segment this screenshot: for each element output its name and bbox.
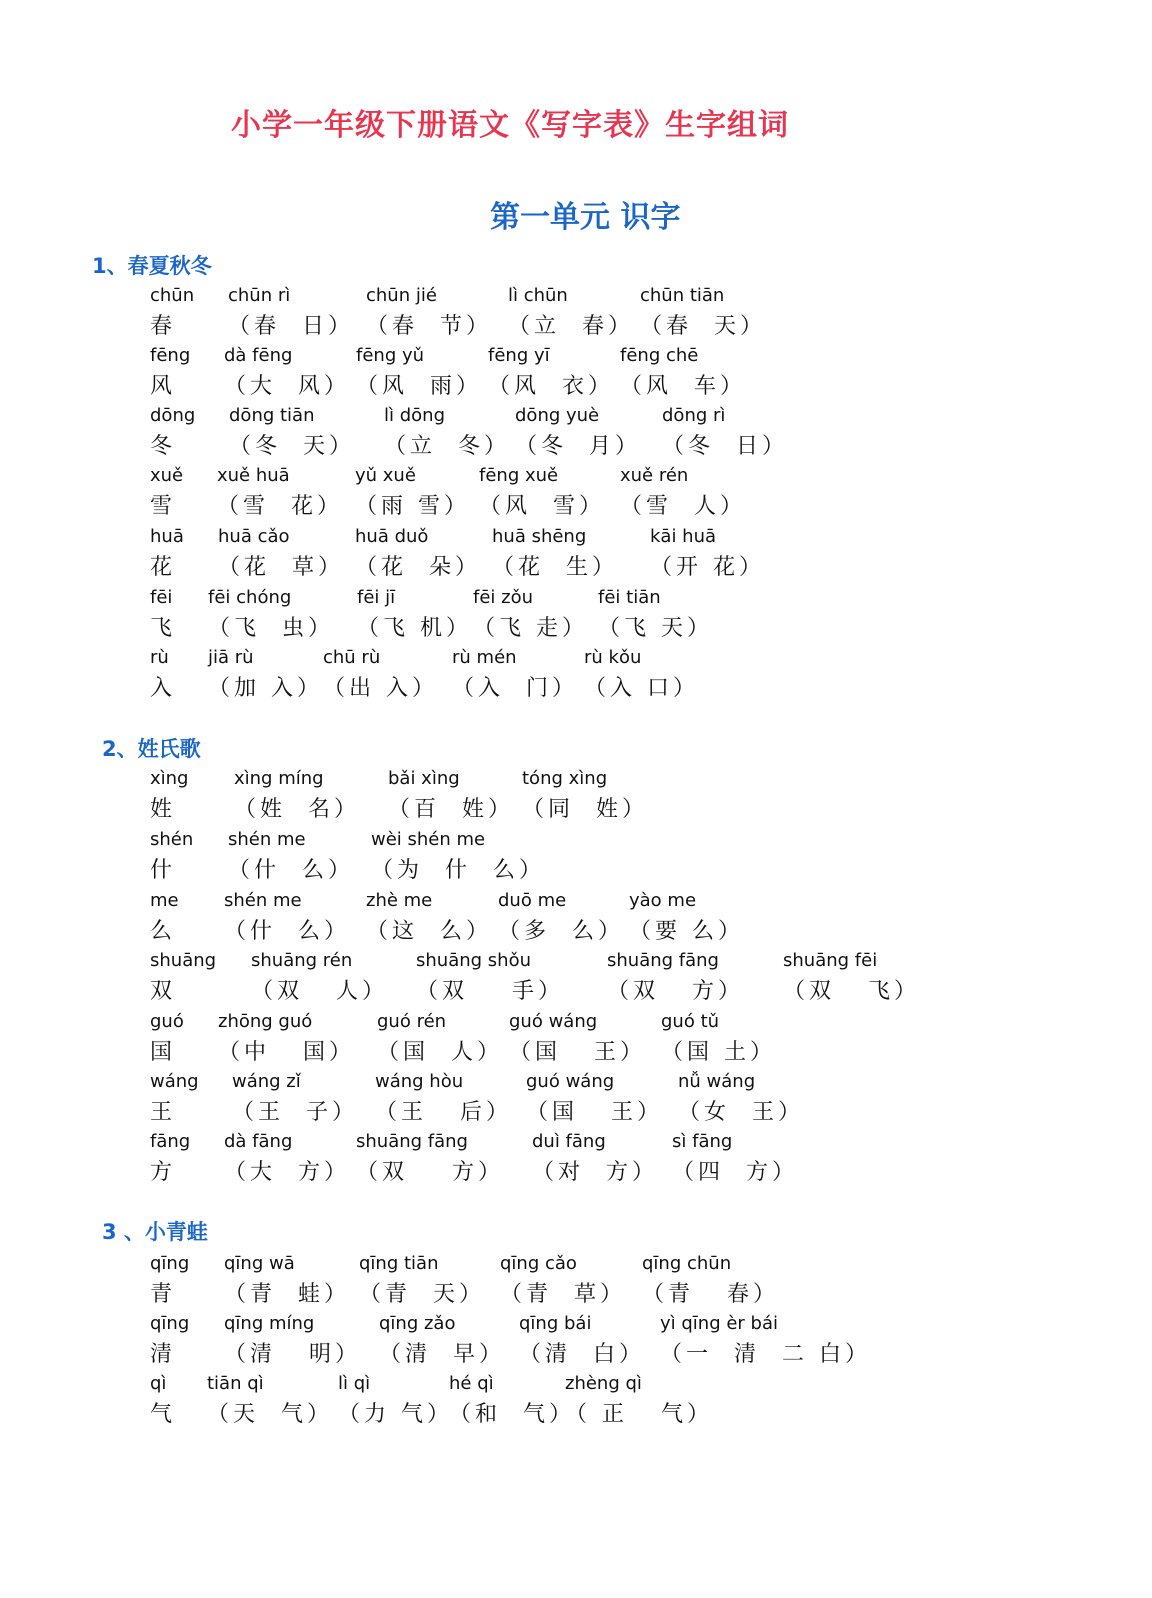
hanzi: （王 子） (232, 1100, 358, 1125)
pinyin: sì fāng (672, 1131, 733, 1152)
pinyin: wáng (150, 1071, 199, 1092)
pinyin: guó rén (377, 1011, 447, 1032)
hanzi: （双 手） (416, 979, 564, 1004)
pinyin: fēng (150, 345, 191, 366)
hanzi: （大 风） (224, 374, 350, 399)
pinyin: rù mén (452, 647, 517, 668)
pinyin: chūn jié (366, 285, 437, 306)
hanzi: 方 (150, 1160, 177, 1185)
pinyin: guó wáng (526, 1071, 615, 1092)
pinyin: chūn (150, 285, 195, 306)
hanzi: （国 人） (377, 1040, 503, 1065)
hanzi: （风 雨） (356, 374, 482, 399)
pinyin: xìng míng (234, 768, 324, 789)
pinyin: duì fāng (532, 1131, 606, 1152)
pinyin: fēi jī (357, 587, 396, 608)
lesson-heading: 2、姓氏歌 (102, 737, 201, 761)
document-title: 小学一年级下册语文《写字表》生字组词 (231, 108, 789, 143)
hanzi: （花 生） (492, 555, 618, 580)
hanzi: （飞 虫） (208, 616, 334, 641)
hanzi: 飞 (150, 616, 177, 641)
hanzi: （出 入） (323, 676, 438, 701)
hanzi: （青 蛙） (224, 1282, 350, 1307)
hanzi: 清 (150, 1342, 177, 1367)
pinyin: fēng yǔ (356, 345, 425, 366)
pinyin: qì (150, 1373, 167, 1394)
word-row (0, 1071, 1152, 1127)
pinyin: xìng (150, 768, 189, 789)
pinyin: qīng míng (224, 1313, 315, 1334)
pinyin: dōng yuè (515, 405, 600, 426)
pinyin: qīng (150, 1253, 190, 1274)
word-row (0, 890, 1152, 946)
hanzi: （四 方） (672, 1160, 798, 1185)
hanzi: （冬 天） (229, 434, 355, 459)
pinyin: lì qì (338, 1373, 371, 1394)
hanzi: （青 春） (642, 1282, 779, 1307)
hanzi: （大 方） (224, 1160, 350, 1185)
pinyin: me (150, 890, 179, 911)
pinyin: duō me (498, 890, 567, 911)
hanzi: （雨 雪） (355, 494, 470, 519)
pinyin: wèi shén me (371, 829, 486, 850)
pinyin: yǔ xuě (355, 465, 416, 486)
hanzi: 冬 (150, 434, 177, 459)
hanzi: （入 口） (584, 676, 699, 701)
pinyin: qīng bái (519, 1313, 592, 1334)
hanzi: （双 方） (356, 1160, 504, 1185)
pinyin: qīng zǎo (379, 1313, 456, 1334)
word-row (0, 587, 1152, 643)
hanzi: （国 王） (526, 1100, 663, 1125)
pinyin: wáng hòu (375, 1071, 464, 1092)
pinyin: dà fēng (224, 345, 293, 366)
hanzi: （雪 花） (217, 494, 343, 519)
pinyin: rù kǒu (584, 647, 642, 668)
pinyin: shuāng fēi (783, 950, 878, 971)
pinyin: tiān qì (207, 1373, 264, 1394)
hanzi: 青 (150, 1282, 177, 1307)
hanzi: 国 (150, 1040, 177, 1065)
hanzi: （女 王） (678, 1100, 804, 1125)
pinyin: kāi huā (650, 526, 717, 547)
pinyin: chūn tiān (640, 285, 725, 306)
word-row (0, 1011, 1152, 1067)
word-row (0, 345, 1152, 401)
pinyin: shuāng fāng (607, 950, 719, 971)
pinyin: huā duǒ (355, 526, 429, 547)
pinyin: dōng tiān (229, 405, 315, 426)
pinyin: huā shēng (492, 526, 587, 547)
pinyin: shén me (224, 890, 302, 911)
hanzi: （青 草） (500, 1282, 626, 1307)
hanzi: （双 人） (251, 979, 388, 1004)
hanzi: （同 姓） (522, 797, 648, 822)
word-row (0, 768, 1152, 824)
pinyin: xuě huā (217, 465, 290, 486)
pinyin: chūn rì (228, 285, 291, 306)
pinyin: fēi (150, 587, 173, 608)
hanzi: 雪 (150, 494, 177, 519)
word-row (0, 647, 1152, 703)
hanzi: （花 朵） (355, 555, 481, 580)
hanzi: （立 冬） (384, 434, 510, 459)
pinyin: fēi chóng (208, 587, 292, 608)
hanzi: （清 白） (519, 1342, 645, 1367)
pinyin: fēng xuě (479, 465, 559, 486)
pinyin: yào me (629, 890, 697, 911)
hanzi: （一 清 二 白） (660, 1342, 871, 1367)
hanzi: （为 什 么） (371, 858, 545, 883)
pinyin: bǎi xìng (388, 768, 460, 789)
hanzi: 双 (150, 979, 177, 1004)
pinyin: fēi zǒu (473, 587, 534, 608)
hanzi: （力 气） (338, 1402, 453, 1427)
word-row (0, 950, 1152, 1006)
hanzi: （春 天） (640, 314, 766, 339)
pinyin: lì dōng (384, 405, 445, 426)
word-row (0, 526, 1152, 582)
pinyin: qīng (150, 1313, 190, 1334)
hanzi: （入 门） (452, 676, 578, 701)
pinyin: nǚ wáng (678, 1071, 756, 1092)
pinyin: fēng yī (488, 345, 550, 366)
hanzi: （对 方） (532, 1160, 658, 1185)
pinyin: yì qīng èr bái (660, 1313, 779, 1334)
hanzi: （什 么） (228, 858, 354, 883)
hanzi: （要 么） (629, 919, 744, 944)
pinyin: fēng chē (620, 345, 699, 366)
hanzi: （清 早） (379, 1342, 505, 1367)
pinyin: wáng zǐ (232, 1071, 301, 1092)
pinyin: shuāng (150, 950, 217, 971)
hanzi: （清 明） (224, 1342, 361, 1367)
pinyin: qīng tiān (359, 1253, 439, 1274)
hanzi: （风 雪） (479, 494, 605, 519)
hanzi: （百 姓） (388, 797, 514, 822)
pinyin: chū rù (323, 647, 381, 668)
pinyin: shuāng rén (251, 950, 353, 971)
pinyin: guó (150, 1011, 184, 1032)
pinyin: shuāng fāng (356, 1131, 468, 1152)
word-row (0, 465, 1152, 521)
pinyin: xuě (150, 465, 184, 486)
pinyin: shén me (228, 829, 306, 850)
hanzi: （多 么） (498, 919, 624, 944)
pinyin: zhèng qì (565, 1373, 642, 1394)
hanzi: （飞 走） (473, 616, 588, 641)
hanzi: 气 (150, 1402, 177, 1427)
pinyin: xuě rén (620, 465, 689, 486)
word-row (0, 829, 1152, 885)
word-row (0, 1131, 1152, 1187)
hanzi: 春 (150, 314, 177, 339)
pinyin: lì chūn (508, 285, 568, 306)
hanzi: 风 (150, 374, 177, 399)
hanzi: 姓 (150, 797, 177, 822)
hanzi: 入 (150, 676, 177, 701)
hanzi: （双 方） (607, 979, 744, 1004)
pinyin: qīng wā (224, 1253, 295, 1274)
pinyin: tóng xìng (522, 768, 608, 789)
hanzi: 么 (150, 919, 177, 944)
hanzi: （王 后） (375, 1100, 512, 1125)
pinyin: dà fāng (224, 1131, 293, 1152)
lesson-heading: 1、春夏秋冬 (92, 254, 212, 278)
hanzi: （风 车） (620, 374, 746, 399)
hanzi: （什 么） (224, 919, 350, 944)
hanzi: 什 (150, 858, 177, 883)
hanzi: （冬 月） (515, 434, 641, 459)
word-row (0, 1373, 1152, 1429)
pinyin: fāng (150, 1131, 191, 1152)
pinyin: shén (150, 829, 194, 850)
pinyin: dōng rì (662, 405, 726, 426)
hanzi: （ 正 气） (565, 1402, 713, 1427)
hanzi: 王 (150, 1100, 177, 1125)
pinyin: qīng cǎo (500, 1253, 577, 1274)
word-row (0, 405, 1152, 461)
hanzi: （立 春） (508, 314, 634, 339)
pinyin: shuāng shǒu (416, 950, 531, 971)
hanzi: （开 花） (650, 555, 765, 580)
word-row (0, 285, 1152, 341)
hanzi: （国 王） (509, 1040, 646, 1065)
pinyin: zhè me (366, 890, 433, 911)
hanzi: （中 国） (218, 1040, 355, 1065)
pinyin: fēi tiān (598, 587, 661, 608)
hanzi: （姓 名） (234, 797, 360, 822)
hanzi: （花 草） (218, 555, 344, 580)
unit-title: 第一单元 识字 (490, 200, 681, 235)
pinyin: guó tǔ (661, 1011, 720, 1032)
hanzi: （这 么） (366, 919, 492, 944)
hanzi: （和 气） (449, 1402, 575, 1427)
pinyin: dōng (150, 405, 196, 426)
hanzi: （春 节） (366, 314, 492, 339)
hanzi: （国 土） (661, 1040, 776, 1065)
hanzi: （飞 天） (598, 616, 713, 641)
hanzi: （双 飞） (783, 979, 920, 1004)
hanzi: （天 气） (207, 1402, 333, 1427)
pinyin: rù (150, 647, 169, 668)
pinyin: zhōng guó (218, 1011, 313, 1032)
pinyin: hé qì (449, 1373, 494, 1394)
pinyin: huā (150, 526, 184, 547)
hanzi: （冬 日） (662, 434, 788, 459)
word-row (0, 1313, 1152, 1369)
hanzi: （飞 机） (357, 616, 472, 641)
hanzi: （青 天） (359, 1282, 485, 1307)
pinyin: qīng chūn (642, 1253, 732, 1274)
word-row (0, 1253, 1152, 1309)
hanzi: （春 日） (228, 314, 354, 339)
pinyin: huā cǎo (218, 526, 290, 547)
hanzi: （加 入） (208, 676, 323, 701)
pinyin: jiā rù (208, 647, 254, 668)
hanzi: （风 衣） (488, 374, 614, 399)
hanzi: （雪 人） (620, 494, 746, 519)
pinyin: guó wáng (509, 1011, 598, 1032)
lesson-heading: 3 、小青蛙 (102, 1220, 208, 1244)
hanzi: 花 (150, 555, 177, 580)
